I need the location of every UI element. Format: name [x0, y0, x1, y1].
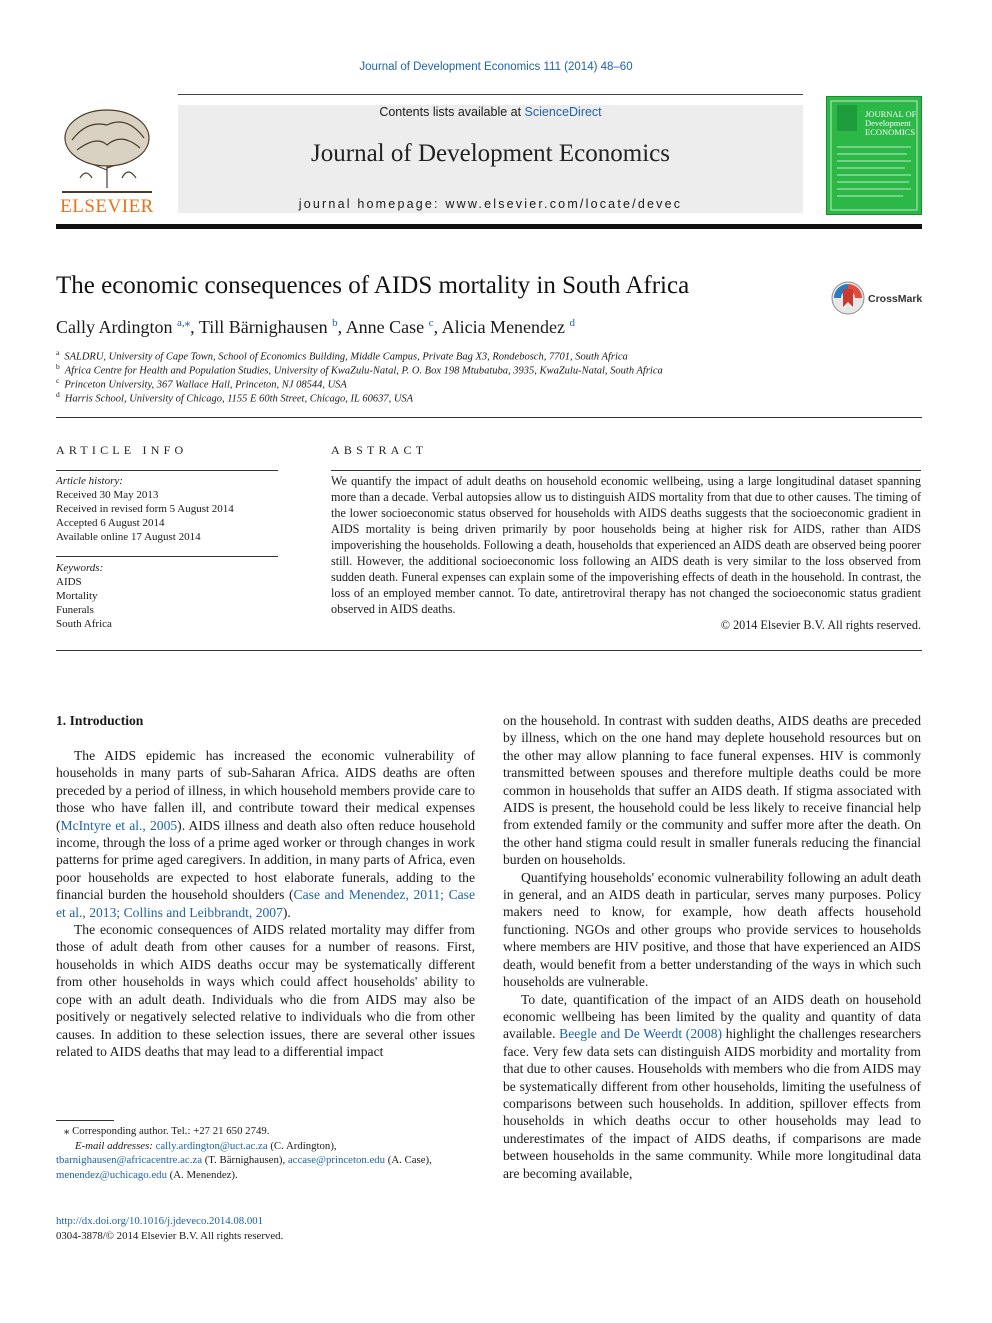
corresponding-author-note: ⁎ Corresponding author. Tel.: +27 21 650 2749. [64, 1125, 270, 1137]
email-link[interactable]: tbarnighausen@africacentre.ac.za [56, 1154, 203, 1166]
abstract-rule [331, 470, 921, 471]
author-list [56, 316, 575, 338]
cover-title-line2: Development [865, 118, 911, 128]
paragraph-text: The AIDS epidemic has increased the economic vulnerability of households in many parts of sub-Saharan Africa. AIDS deaths are often preceded by a period of illness, in which household members provide care to those who have fallen ill, and contribute toward their medical expenses ( [56, 748, 475, 833]
email-link[interactable]: accase@princeton.edu [287, 1154, 386, 1166]
affiliation-text: Princeton University, 367 Wallace Hall, Princeton, NJ 08544, USA [64, 379, 347, 391]
email-addresses-cont [56, 1153, 475, 1168]
keyword: Funerals [56, 604, 94, 616]
abstract-heading: ABSTRACT [331, 443, 428, 457]
doi-block [56, 1214, 283, 1243]
keyword: AIDS [56, 576, 82, 588]
citation-link[interactable]: Case and Menendez, 2011; Case et al., 2013; Collins and Leibbrandt, 2007 [56, 887, 475, 920]
header-top-rule [178, 94, 803, 95]
article-history [56, 474, 278, 544]
header-bottom-rule [56, 224, 922, 229]
body-column-right [503, 712, 921, 1182]
crossmark-icon [832, 282, 864, 314]
article-title: The economic consequences of AIDS mortality in South Africa [56, 272, 690, 299]
abstract-copyright: © 2014 Elsevier B.V. All rights reserved. [720, 618, 921, 632]
email-owner: (A. Menendez). [166, 1168, 238, 1181]
affiliation-mark: d [56, 390, 60, 399]
article-info-heading: ARTICLE INFO [56, 443, 188, 457]
author-separator: , [337, 317, 346, 337]
doi-link[interactable]: http://dx.doi.org/10.1016/j.jdeveco.2014.08.001 [56, 1215, 264, 1227]
paragraph-text: ). [282, 904, 291, 920]
body-paragraph: on the household. In contrast with sudden deaths, AIDS deaths are preceded by illness, which on the one hand may deplete household resources but on the other may allow planning to face funeral expenses. HIV is commonly transmitted between spouses and therefore multiple deaths could be more common in households that suffer an AIDS death. If stigma associated with AIDS is present, the household could be less likely to receive financial help from extended family or the community and suffer more after the death. On the other hand stigma could result in smaller funerals reducing the financial burden on households. [503, 713, 921, 868]
keyword: Mortality [56, 590, 98, 602]
author-name: Till Bärnighausen [198, 317, 328, 337]
contents-available-line [178, 105, 803, 119]
issn-line: 0304-3878/© 2014 Elsevier B.V. All rights reserved. [56, 1229, 284, 1242]
article-info-rule [56, 470, 278, 471]
affiliation [56, 390, 413, 405]
paragraph-text: To date, quantification of the impact of an AIDS death on household economic wellbeing has been limited by the quality and quantity of data available. [503, 991, 921, 1042]
email-label: E-mail addresses: [75, 1139, 156, 1152]
author-affil-mark[interactable]: a,⁎ [177, 317, 191, 329]
cover-emblem-icon [837, 105, 857, 131]
keyword: South Africa [56, 618, 112, 630]
elsevier-tree-icon [62, 110, 152, 192]
affiliation-text: Africa Centre for Health and Population Studies, University of KwaZulu-Natal, P. O. Box 198 Mtubatuba, 3935, KwaZulu-Natal, South Africa [64, 365, 663, 377]
paragraph-text: highlight the challenges researchers face. Very few data sets can distinguish AIDS morbidity and mortality from that due to other causes. Households with members who die from AIDS may be systematically different from other households, limiting the usefulness of comparisons between such households. In addition, spillover effects from households in which deaths occur to other households may lead to underestimates of the impact of AIDS deaths, if comparisons are made between households in the same community. While more longitudinal data are becoming available, [503, 1026, 921, 1181]
crossmark-badge[interactable] [831, 280, 931, 316]
history-item: Available online 17 August 2014 [56, 531, 201, 543]
keywords-block [56, 561, 278, 631]
author-name: Alicia Menendez [441, 317, 566, 337]
body-paragraph: The economic consequences of AIDS related mortality may differ from those of adult death from other causes for a number of reasons. First, households in which AIDS deaths occur may be systematically different from other households in ways which could affect households' ability to cope with an adult death. Individuals who die from AIDS may also be positively or negatively selected relative to individuals who die from other causes. In addition to these selection issues, there are several other issues related to AIDS deaths that may lead to a differential impact [56, 922, 475, 1059]
email-link[interactable]: menendez@uchicago.edu [56, 1168, 167, 1181]
crossmark-label: CrossMark [868, 293, 923, 305]
affiliation [56, 376, 347, 391]
keywords-label: Keywords: [56, 562, 104, 574]
section-divider [56, 650, 922, 651]
cover-title-line3: ECONOMICS [865, 127, 916, 137]
history-item: Received 30 May 2013 [56, 489, 159, 501]
section-divider [56, 417, 922, 418]
body-paragraph [56, 747, 475, 921]
footnote-rule [56, 1120, 114, 1121]
cover-title-line1: JOURNAL OF [865, 109, 917, 119]
journal-name: Journal of Development Economics [311, 140, 670, 167]
author-affil-mark[interactable]: c [428, 317, 434, 329]
journal-homepage[interactable]: journal homepage: www.elsevier.com/locate/devec [298, 197, 683, 211]
history-item: Received in revised form 5 August 2014 [56, 503, 234, 515]
author-separator: , [433, 317, 442, 337]
author-name: Anne Case [345, 317, 425, 337]
affiliation-text: Harris School, University of Chicago, 1155 E 60th Street, Chicago, IL 60637, USA [64, 393, 414, 405]
journal-cover-thumbnail [826, 96, 922, 215]
author-affil-mark[interactable]: b [332, 317, 338, 329]
author-separator: , [190, 317, 199, 337]
email-link[interactable]: cally.ardington@uct.ac.za [155, 1139, 268, 1152]
sciencedirect-link[interactable]: ScienceDirect [524, 105, 602, 119]
body-paragraph: Quantifying households' economic vulnerability following an adult death in general, and an AIDS death in particular, serves many purposes. Policy makers need to know, for example, how death affects household functioning. NGOs and other groups who provide services to households where members are HIV positive, and those that have experienced an AIDS death, would benefit from a better understanding of the ways in which such households are vulnerable. [503, 869, 921, 990]
section-heading: 1. Introduction [56, 713, 144, 728]
journal-citation-link[interactable]: Journal of Development Economics 111 (2014) 48–60 [359, 61, 633, 73]
elsevier-wordmark: ELSEVIER [60, 196, 154, 217]
contents-prefix: Contents lists available at [379, 105, 525, 119]
elsevier-logo [52, 100, 162, 218]
affiliation-mark: c [56, 376, 60, 385]
email-owner: (A. Case), [385, 1154, 432, 1166]
email-owner: (T. Bärnighausen), [202, 1154, 288, 1166]
body-column-left [56, 747, 475, 1060]
email-addresses [56, 1139, 475, 1154]
citation-link[interactable]: Beegle and De Weerdt (2008) [559, 1026, 723, 1042]
history-item: Accepted 6 August 2014 [56, 517, 165, 529]
abstract-text: We quantify the impact of adult deaths on household economic wellbeing, using a large longitudinal dataset spanning more than a decade. Verbal autopsies allow us to distinguish AIDS mortality from that due to other causes. The timing of the lower socioeconomic status observed for households with AIDS deaths suggests that the socioeconomic gradient in AIDS mortality is being driven primarily by poor households being at higher risk for AIDS, rather than AIDS impoverishing the households. Following a death, households that experienced an AIDS death are observed being poorer still. However, the additional socioeconomic loss following an AIDS death is very similar to the loss observed from sudden death. Funeral expenses can explain some of the impoverishing effects of death in the household. In contrast, the loss of an employed member cannot. To date, antiretroviral therapy has not changed the socioeconomic status gradient observed in AIDS deaths. [331, 474, 921, 616]
author-affil-mark[interactable]: d [569, 317, 576, 329]
history-label: Article history: [56, 475, 123, 487]
keywords-rule [56, 556, 278, 557]
email-owner: (C. Ardington), [267, 1139, 337, 1152]
affiliation-mark: a [56, 348, 60, 357]
citation-link[interactable]: McIntyre et al., 2005 [60, 817, 178, 833]
email-addresses-cont [56, 1168, 475, 1183]
affiliation [56, 348, 628, 363]
footnotes [56, 1124, 475, 1182]
author-name: Cally Ardington [56, 317, 173, 337]
affiliation-text: SALDRU, University of Cape Town, School of Economics Building, Middle Campus, Private Bag X3, Rondebosch, 7701, South Africa [64, 351, 628, 363]
affiliation-mark: b [56, 362, 60, 371]
affiliation [56, 362, 663, 377]
body-paragraph [503, 991, 921, 1182]
paragraph-text: ). AIDS illness and death also often reduce household income, through the loss of a prime aged worker or through changes in work patterns for prime aged caregivers. In addition, in many parts of Africa, even poor households are expected to host elaborate funerals, adding to the financial burden the household shoulders ( [56, 817, 475, 903]
